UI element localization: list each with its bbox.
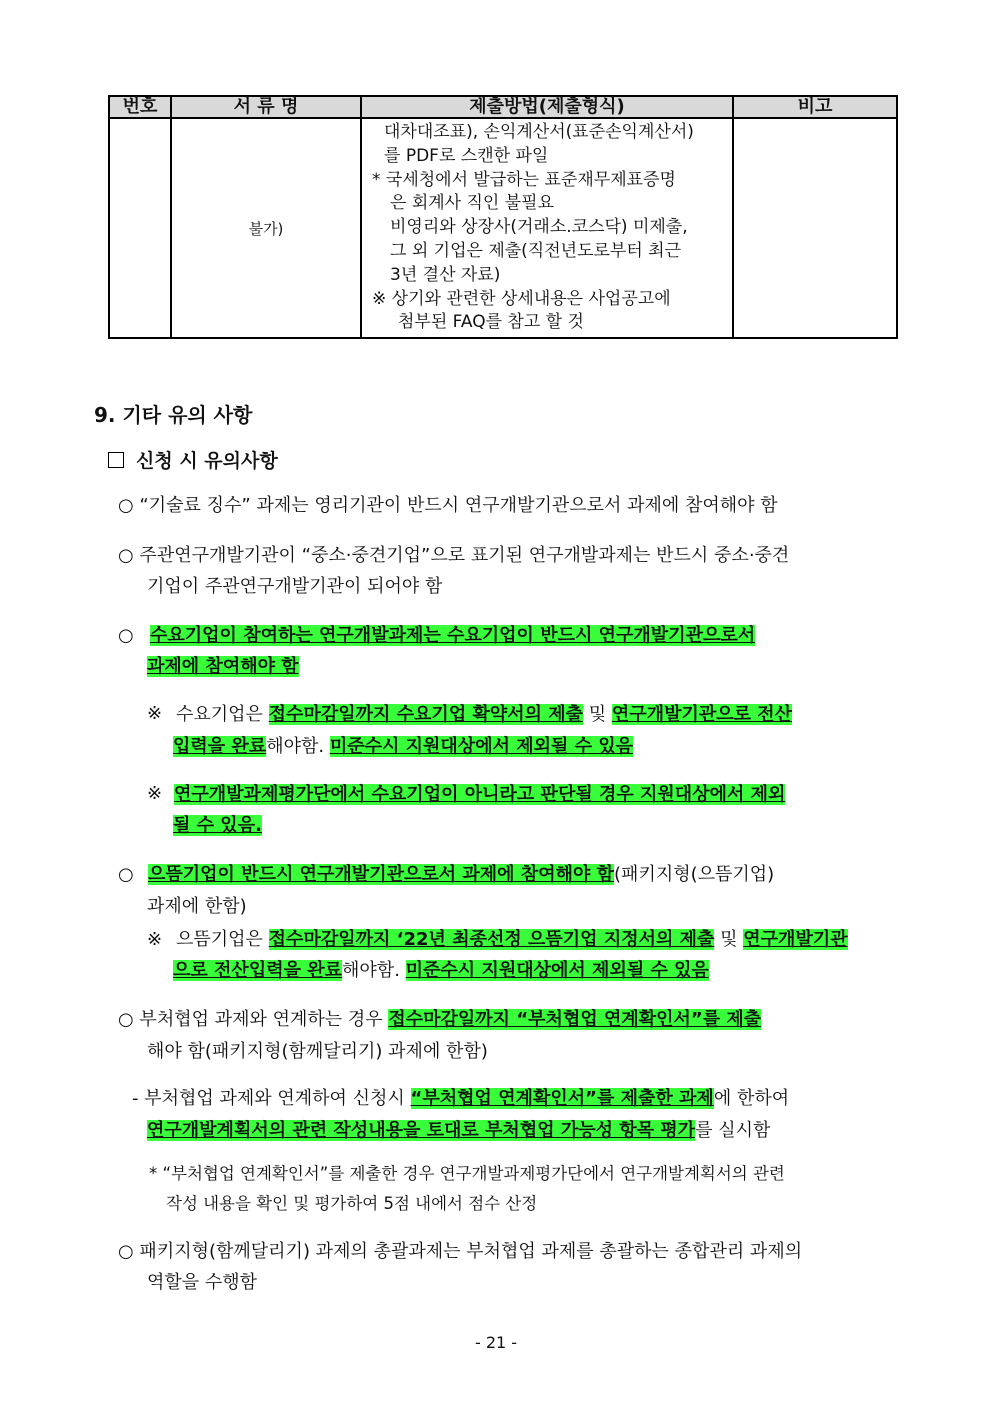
item-sme-line2: 기업이 주관연구개발기관이 되어야 함 [147,576,443,597]
note-demand-2b [173,810,262,841]
method-line: 를 PDF로 스캔한 파일 [384,145,549,166]
sub-note-line2: 작성 내용을 확인 및 평가하여 5점 내에서 점수 산정 [166,1194,538,1213]
detail-interagency-2 [147,1115,770,1146]
item-interagency-2: 해야 함(패키지형(함께달리기) 과제에 한함) [147,1041,488,1062]
cell-note [733,118,897,338]
text: 및 [714,929,744,950]
highlight: 수요기업이 참여하는 연구개발과제는 수요기업이 반드시 연구개발기관으로서 [150,625,756,646]
highlight: 접수마감일까지 “부처협업 연계확인서”를 제출 [388,1009,762,1030]
note-mark-icon: ※ [147,929,163,950]
note-demand-1 [176,699,792,730]
highlight: 접수마감일까지 수요기업 확약서의 제출 [268,704,584,725]
item-demand-line1 [150,620,755,651]
text: 해야함. [342,960,406,981]
item-package-2: 역할을 수행함 [147,1272,258,1293]
item-royalty: ○ “기술료 징수” 과제는 영리기관이 반드시 연구개발기관으로서 과제에 참여해야 함 [118,495,778,516]
section-subtitle [108,446,278,473]
section-title: 9. 기타 유의 사항 [94,403,253,427]
highlight: “부처협업 연계확인서”를 제출한 과제 [410,1088,714,1109]
subtitle-text: 신청 시 유의사항 [136,450,278,472]
text: 해야함. [266,736,330,757]
bullet-circle-icon: ○ [118,864,134,885]
text: 수요기업은 [176,704,269,725]
text: ○ 부처협업 과제와 연계하는 경우 [118,1009,389,1030]
note-demand-2 [174,779,785,810]
text: - 부처협업 과제와 연계하여 신청시 [132,1088,411,1109]
note-top-company [176,924,848,955]
item-package: ○ 패키지형(함께달리기) 과제의 총괄과제는 부처협업 과제를 총괄하는 종합관리 과제의 [118,1241,803,1262]
highlight: 으로 전산입력을 완료 [173,960,343,981]
highlight: 입력을 완료 [173,736,267,757]
highlight: 연구개발과제평가단에서 수요기업이 아니라고 판단될 경우 지원대상에서 제외 [174,784,786,805]
highlight: 으뜸기업이 반드시 연구개발기관으로서 과제에 참여해야 함 [148,864,615,885]
text: 으뜸기업은 [176,929,269,950]
highlight: 접수마감일까지 ‘22년 최종선정 으뜸기업 지정서의 제출 [268,929,715,950]
page-number: - 21 - [474,1333,518,1352]
text: 및 [583,704,612,725]
note-mark-icon: ※ [147,783,163,804]
highlight: 과제에 참여해야 함 [147,656,299,677]
highlight: 될 수 있음. [173,815,262,836]
item-top-company-2: 과제에 한함) [147,896,247,917]
highlight: 연구개발기관으로 전산 [611,704,793,725]
method-line: 3년 결산 자료) [390,264,501,285]
item-interagency [118,1004,761,1035]
detail-interagency [132,1083,789,1114]
cell-method [361,118,733,338]
note-demand-1b [173,731,633,762]
method-line: 대차대조표), 손익계산서(표준손익계산서) [384,122,694,142]
note-mark-icon: ※ [147,703,163,724]
header-method: 제출방법(제출형식) [361,96,733,118]
method-line: 그 외 기업은 제출(직전년도로부터 최근 [390,240,681,261]
highlight: 미준수시 지원대상에서 제외될 수 있음 [405,960,709,981]
item-top-company [148,859,774,890]
method-line: * 국세청에서 발급하는 표준재무제표증명 [372,169,676,190]
item-sme-line1: ○ 주관연구개발기관이 “중소·중견기업”으로 표기된 연구개발과제는 반드시 중소·중견 [118,545,790,566]
submission-table [108,95,898,339]
method-line: ※ 상기와 관련한 상세내용은 사업공고에 [372,288,671,309]
method-line: 비영리와 상장사(거래소.코스닥) 미제출, [390,217,688,238]
text: 를 실시함 [695,1120,771,1141]
highlight: 연구개발계획서의 관련 작성내용을 토대로 부처협업 가능성 항목 평가 [147,1120,696,1141]
cell-doc-name: 불가) [171,118,361,338]
bullet-circle-icon: ○ [118,625,134,646]
highlight: 연구개발기관 [743,929,848,950]
method-line: 은 회계사 직인 불필요 [390,193,555,214]
sub-note-line1: * “부처협업 연계확인서”를 제출한 경우 연구개발과제평가단에서 연구개발계획서의 관련 [149,1164,785,1183]
header-number: 번호 [109,96,171,118]
text: 에 한하여 [713,1088,790,1109]
note-top-company-2 [173,955,709,986]
item-demand-line2 [147,651,299,682]
method-line: 첨부된 FAQ를 참고 할 것 [398,312,584,333]
header-doc-name: 서 류 명 [171,96,361,118]
header-note: 비고 [733,96,897,118]
cell-number [109,118,171,338]
text: (패키지형(으뜸기업) [614,864,775,885]
highlight: 미준수시 지원대상에서 제외될 수 있음 [329,736,634,757]
checkbox-square-icon [108,452,124,468]
